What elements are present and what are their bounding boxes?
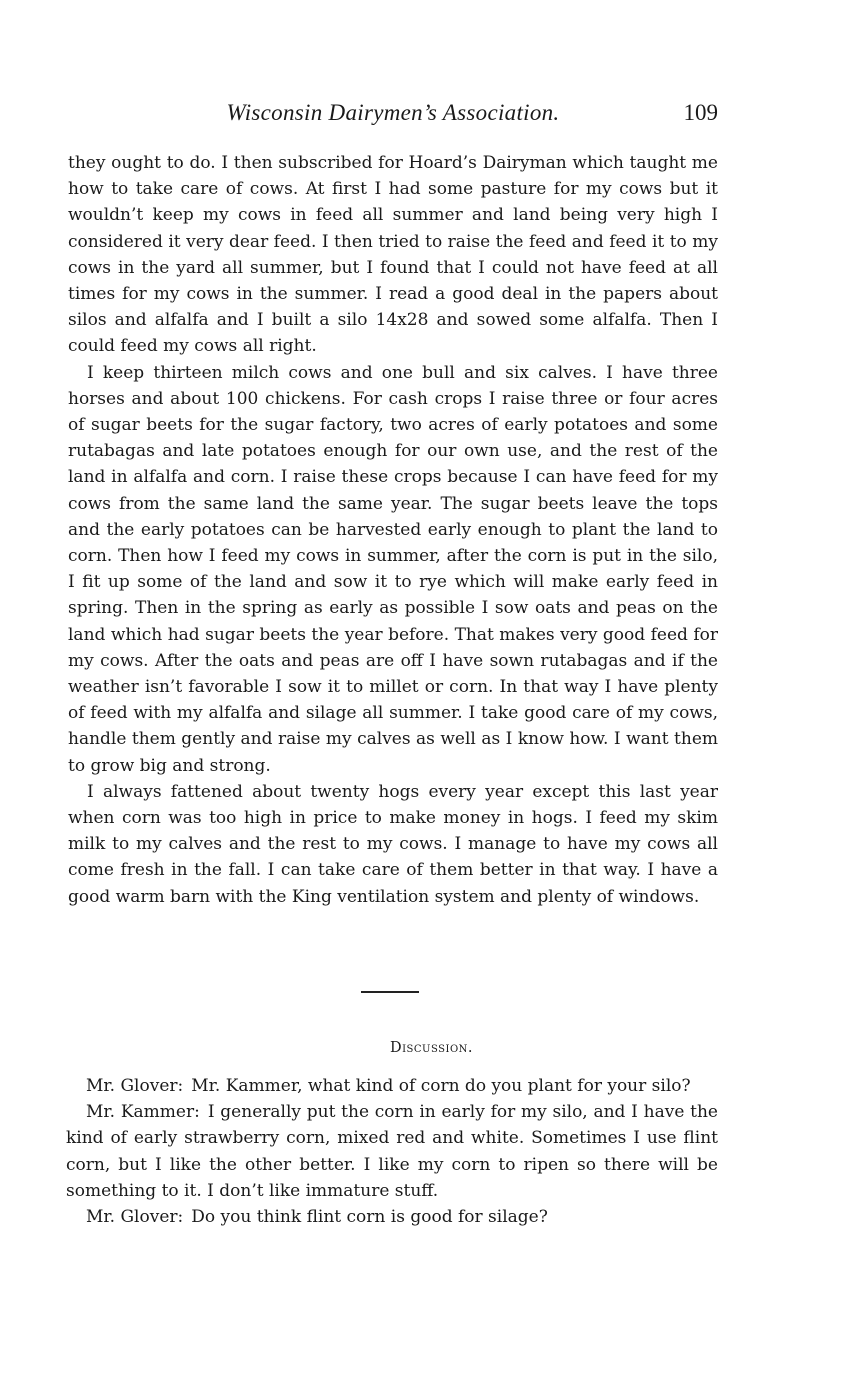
running-header-title: Wisconsin Dairymen’s Association. [226,100,560,125]
paragraph: I always fattened about twenty hogs every year except this last year when corn was too high in price to make money in hogs. I feed my skim milk to my calves and the rest to my cows. I manage to have my cows all come fresh in the fall. I can take care of them better in that way. I have a good warm barn with the King ventilation system and plenty of windows. [68,781,718,907]
body-text [68,150,718,910]
speech-text: Mr. Kammer, what kind of corn do you plant for your silo? [191,1076,691,1096]
speaker-name: Mr. Glover: [86,1207,184,1228]
section-heading: Discussion. [389,1040,474,1056]
section-divider [361,991,419,993]
discussion-exchange [66,1073,718,1099]
page-number: 109 [683,100,718,125]
paragraph-continued: they ought to do. I then subscribed for Hoard’s Dairyman which taught me how to take care of cows. At first I had some pasture for my cows but it wouldn’t keep my cows in feed all summer and land being very high I considered it very dear feed. I then tried to raise the feed and feed it to my cows in the yard all summer, but I found that I could not have feed at all times for my cows in the summer. I read a good deal in the papers about silos and alfalfa and I built a silo 14x28 and sowed some alfalfa. Then I could feed my cows all right. [68,153,718,357]
discussion-section [66,1073,718,1230]
speech-text: Do you think flint corn is good for silage? [191,1207,548,1228]
speech-text: I generally put the corn in early for my silo, and I have the kind of early strawberry corn, mixed red and white. Sometimes I use flint corn, but I like the other better. I like my corn to ripen so there will be something to it. I don’t like immature stuff. [66,1102,718,1201]
discussion-exchange [66,1204,718,1230]
discussion-exchange [66,1099,718,1204]
running-header [68,98,718,128]
paragraph: I keep thirteen milch cows and one bull and six calves. I have three horses and about 100 chickens. For cash crops I raise three or four acres of sugar beets for the sugar factory, two acres of early potatoes and some rutabagas and late potatoes enough for our own use, and the rest of the land in alfalfa and corn. I raise these crops because I can have feed for my cows from the same land the same year. The sugar beets leave the tops and the early potatoes can be harvested early enough to plant the land to corn. Then how I feed my cows in summer, after the corn is put in the silo, I fit up some of the land and sow it to rye which will make early feed in spring. Then in the spring as early as possible I sow oats and peas on the land which had sugar beets the year before. That makes very good feed for my cows. After the oats and peas are off I have sown rutabagas and if the weather isn’t favorable I sow it to millet or corn. In that way I have plenty of feed with my alfalfa and silage all summer. I take good care of my cows, handle them gently and raise my calves as well as I know how. I want them to grow big and strong. [68,362,718,776]
speaker-name: Mr. Kammer: [86,1102,200,1123]
speaker-name: Mr. Glover: [86,1076,184,1096]
